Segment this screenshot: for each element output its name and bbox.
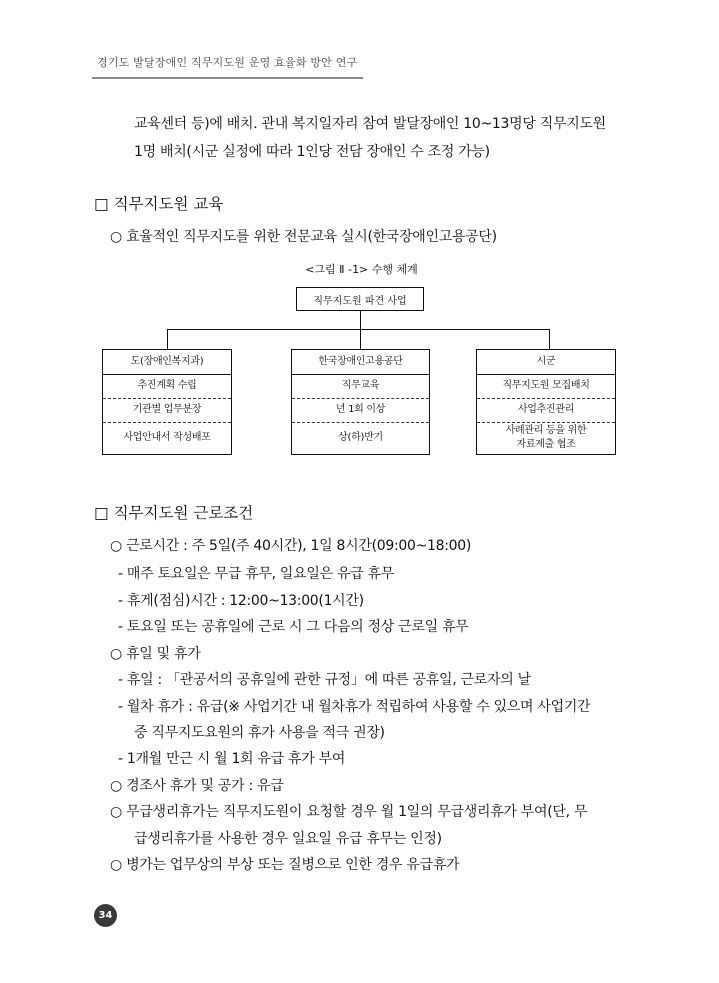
condition-bullet: ○ 무급생리휴가는 직무지도원이 요청할 경우 월 1일의 무급생리휴가 부여(단, 무 [110,804,588,820]
page-number-badge: 34 [94,904,117,927]
org-top-box: 직무지도원 파견 사업 [296,287,424,311]
figure-caption: <그림 Ⅱ -1> 수행 체계 [305,263,418,276]
org-item: 사업추진관리 [517,404,575,415]
org-column-city [476,349,616,455]
condition-bullet: ○ 경조사 휴가 및 공가 : 유급 [110,778,284,794]
education-bullet: ○ 효율적인 직무지도를 위한 전문교육 실시(한국장애인고용공단) [110,229,497,245]
header-rule [92,77,363,79]
org-connector [360,311,361,329]
org-connector [167,329,168,349]
intro-line-1: 교육센터 등)에 배치. 관내 복지일자리 참여 발달장애인 10~13명당 직무지도원 [134,116,606,132]
condition-bullet: ○ 휴일 및 휴가 [110,646,201,662]
condition-continuation: 중 직무지도요원의 휴가 사용을 적극 권장) [134,725,385,741]
condition-dash-item: - 월차 휴가 : 유급(※ 사업기간 내 월차휴가 적립하여 사용할 수 있으며 사업기간 [118,699,591,715]
org-item: 사례관리 등을 위한 자료제출 협조 [505,425,587,450]
condition-dash-item: - 휴일 : 「관공서의 공휴일에 관한 규정」에 따른 공휴일, 근로자의 날 [118,672,531,688]
condition-continuation: 급생리휴가를 사용한 경우 일요일 유급 휴무는 인정) [134,831,442,847]
org-item: 직무지도원 모집배치 [502,380,590,391]
running-header: 경기도 발달장애인 직무지도원 운영 효율화 방안 연구 [97,56,358,69]
org-column-province [102,349,232,455]
org-item: 추진계획 수립 [137,380,197,391]
org-item: 사업안내서 작성배포 [123,432,211,443]
org-column-title: 시군 [536,356,556,367]
intro-line-2: 1명 배치(시군 실정에 따라 1인당 전담 장애인 수 조정 가능) [134,144,490,160]
org-item: 직무교육 [341,380,380,391]
condition-bullet: ○ 병가는 업무상의 부상 또는 질병으로 인한 경우 유급휴가 [110,857,460,873]
org-column-kead [291,349,430,455]
section-heading-education: □ 직무지도원 교육 [94,195,224,213]
org-connector [167,329,550,330]
condition-dash-item: - 매주 토요일은 무급 휴무, 일요일은 유급 휴무 [118,566,394,582]
org-column-title: 도(장애인복지과) [130,356,204,367]
org-connector [360,329,361,349]
org-item: 년 1회 이상 [335,404,386,415]
condition-dash-item: - 1개월 만근 시 월 1회 유급 휴가 부여 [118,751,346,767]
condition-bullet: ○ 근로시간 : 주 5일(주 40시간), 1일 8시간(09:00~18:00) [110,538,472,554]
condition-dash-item: - 휴게(점심)시간 : 12:00~13:00(1시간) [118,593,364,609]
condition-dash-item: - 토요일 또는 공휴일에 근로 시 그 다음의 정상 근로일 휴무 [118,619,469,635]
org-connector [549,329,550,349]
org-column-title: 한국장애인고용공단 [318,356,403,367]
org-item: 기관별 업무분장 [132,404,202,415]
org-item: 상(하)반기 [338,432,383,443]
section-heading-conditions: □ 직무지도원 근로조건 [94,504,254,522]
